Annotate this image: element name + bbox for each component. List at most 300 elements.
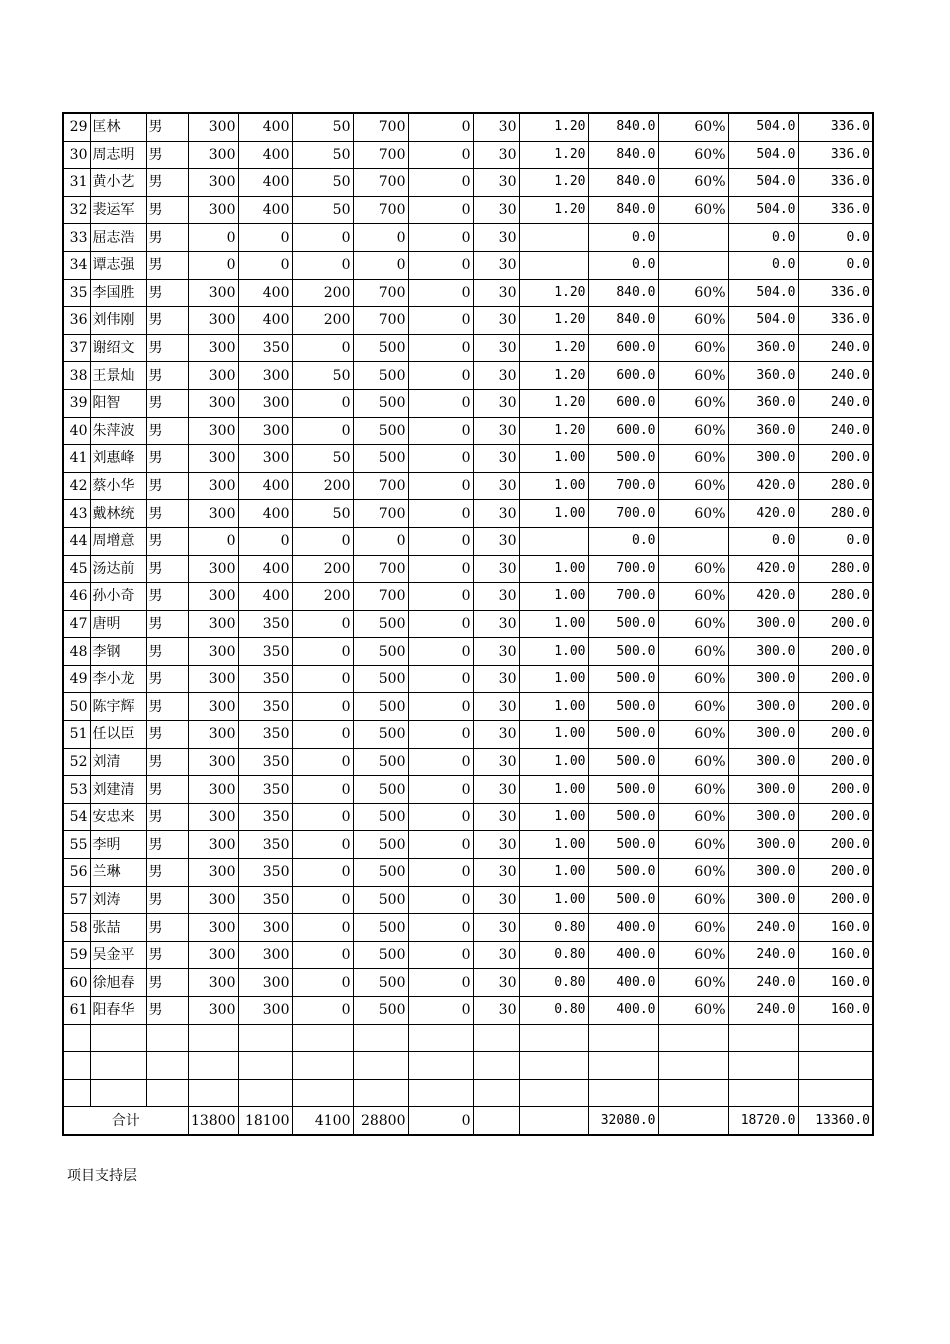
cell-share-a: 420.0: [728, 500, 798, 528]
empty-cell: [408, 1052, 473, 1080]
table-row: [63, 500, 873, 528]
cell-coefficient: [519, 251, 588, 279]
cell-col-c: 0: [292, 527, 353, 555]
cell-gender: 男: [146, 555, 188, 583]
table-row: [63, 721, 873, 749]
cell-coefficient: 1.20: [519, 279, 588, 307]
cell-gender: 男: [146, 251, 188, 279]
empty-cell: [188, 1079, 238, 1107]
empty-cell: [292, 1024, 353, 1052]
cell-col-f: 30: [473, 141, 519, 169]
cell-amount: 500.0: [588, 859, 658, 887]
cell-share-a: 504.0: [728, 169, 798, 197]
cell-amount: 0.0: [588, 527, 658, 555]
cell-amount: 400.0: [588, 941, 658, 969]
cell-col-b: 300: [238, 389, 292, 417]
cell-amount: 840.0: [588, 196, 658, 224]
cell-coefficient: 0.80: [519, 914, 588, 942]
cell-share-a: 0.0: [728, 224, 798, 252]
cell-row-number: 39: [63, 389, 90, 417]
cell-col-b: 0: [238, 527, 292, 555]
cell-col-a: 300: [188, 445, 238, 473]
table-row: [63, 224, 873, 252]
empty-cell: [588, 1052, 658, 1080]
cell-col-a: 300: [188, 638, 238, 666]
cell-col-c: 50: [292, 196, 353, 224]
cell-coefficient: 1.00: [519, 721, 588, 749]
cell-amount: 840.0: [588, 113, 658, 141]
cell-col-d: 500: [353, 362, 408, 390]
salary-table: [62, 112, 874, 1136]
table-row: [63, 748, 873, 776]
cell-amount: 500.0: [588, 721, 658, 749]
cell-col-b: 350: [238, 859, 292, 887]
cell-row-number: 53: [63, 776, 90, 804]
cell-col-d: 500: [353, 389, 408, 417]
cell-col-d: 500: [353, 997, 408, 1025]
cell-row-number: 60: [63, 969, 90, 997]
table-row: [63, 527, 873, 555]
cell-gender: 男: [146, 941, 188, 969]
empty-cell: [658, 1024, 728, 1052]
cell-coefficient: 1.20: [519, 196, 588, 224]
cell-col-a: 300: [188, 914, 238, 942]
cell-col-e: 0: [408, 279, 473, 307]
cell-col-e: 0: [408, 141, 473, 169]
empty-cell: [353, 1052, 408, 1080]
cell-amount: 600.0: [588, 389, 658, 417]
cell-col-d: 0: [353, 224, 408, 252]
cell-col-a: 300: [188, 610, 238, 638]
cell-col-e: 0: [408, 500, 473, 528]
cell-gender: 男: [146, 113, 188, 141]
empty-cell: [146, 1052, 188, 1080]
cell-share-b: 240.0: [798, 389, 873, 417]
cell-name: 周志明: [90, 141, 146, 169]
cell-col-f: 30: [473, 941, 519, 969]
cell-col-f: 30: [473, 279, 519, 307]
empty-row: [63, 1052, 873, 1080]
cell-ratio: 60%: [658, 583, 728, 611]
cell-share-a: 360.0: [728, 389, 798, 417]
empty-cell: [658, 1052, 728, 1080]
cell-gender: 男: [146, 665, 188, 693]
cell-name: 任以臣: [90, 721, 146, 749]
cell-col-f: 30: [473, 721, 519, 749]
table-row: [63, 279, 873, 307]
table-row: [63, 362, 873, 390]
cell-row-number: 51: [63, 721, 90, 749]
table-row: [63, 334, 873, 362]
cell-amount: 500.0: [588, 831, 658, 859]
cell-row-number: 45: [63, 555, 90, 583]
cell-amount: 600.0: [588, 334, 658, 362]
cell-col-f: 30: [473, 638, 519, 666]
cell-col-e: 0: [408, 941, 473, 969]
cell-col-c: 0: [292, 803, 353, 831]
cell-col-c: 0: [292, 251, 353, 279]
empty-cell: [798, 1079, 873, 1107]
empty-cell: [588, 1079, 658, 1107]
cell-col-c: 0: [292, 914, 353, 942]
total-cell: [519, 1107, 588, 1135]
cell-share-b: 160.0: [798, 969, 873, 997]
cell-gender: 男: [146, 141, 188, 169]
cell-gender: 男: [146, 886, 188, 914]
cell-col-c: 0: [292, 334, 353, 362]
cell-share-b: 240.0: [798, 417, 873, 445]
cell-ratio: 60%: [658, 803, 728, 831]
cell-col-c: 50: [292, 169, 353, 197]
cell-col-c: 50: [292, 113, 353, 141]
cell-row-number: 52: [63, 748, 90, 776]
cell-name: 李钢: [90, 638, 146, 666]
empty-row: [63, 1024, 873, 1052]
cell-share-b: 200.0: [798, 445, 873, 473]
cell-name: 李明: [90, 831, 146, 859]
cell-col-d: 500: [353, 831, 408, 859]
empty-cell: [292, 1079, 353, 1107]
cell-col-e: 0: [408, 196, 473, 224]
cell-col-a: 0: [188, 251, 238, 279]
cell-amount: 500.0: [588, 748, 658, 776]
cell-col-c: 0: [292, 721, 353, 749]
cell-row-number: 38: [63, 362, 90, 390]
cell-col-c: 0: [292, 610, 353, 638]
cell-gender: 男: [146, 334, 188, 362]
cell-row-number: 61: [63, 997, 90, 1025]
table-row: [63, 941, 873, 969]
cell-name: 李国胜: [90, 279, 146, 307]
cell-col-c: 0: [292, 693, 353, 721]
cell-col-f: 30: [473, 389, 519, 417]
cell-gender: 男: [146, 583, 188, 611]
cell-row-number: 47: [63, 610, 90, 638]
cell-share-a: 300.0: [728, 610, 798, 638]
cell-share-a: 300.0: [728, 803, 798, 831]
cell-col-a: 300: [188, 997, 238, 1025]
cell-row-number: 55: [63, 831, 90, 859]
empty-cell: [658, 1079, 728, 1107]
cell-ratio: 60%: [658, 279, 728, 307]
cell-col-d: 700: [353, 472, 408, 500]
cell-col-a: 300: [188, 417, 238, 445]
cell-row-number: 59: [63, 941, 90, 969]
cell-col-b: 350: [238, 803, 292, 831]
cell-col-e: 0: [408, 859, 473, 887]
cell-share-b: 336.0: [798, 169, 873, 197]
cell-row-number: 58: [63, 914, 90, 942]
cell-row-number: 35: [63, 279, 90, 307]
cell-coefficient: 1.00: [519, 886, 588, 914]
empty-cell: [519, 1052, 588, 1080]
cell-col-f: 30: [473, 445, 519, 473]
cell-amount: 0.0: [588, 224, 658, 252]
cell-col-e: 0: [408, 969, 473, 997]
cell-col-e: 0: [408, 638, 473, 666]
cell-col-d: 0: [353, 527, 408, 555]
total-row: [63, 1107, 873, 1135]
cell-col-a: 300: [188, 665, 238, 693]
empty-cell: [728, 1024, 798, 1052]
cell-coefficient: 1.00: [519, 638, 588, 666]
cell-col-e: 0: [408, 224, 473, 252]
cell-gender: 男: [146, 831, 188, 859]
cell-col-c: 50: [292, 362, 353, 390]
cell-coefficient: 0.80: [519, 997, 588, 1025]
cell-gender: 男: [146, 417, 188, 445]
empty-row: [63, 1079, 873, 1107]
cell-coefficient: 1.00: [519, 610, 588, 638]
cell-col-d: 500: [353, 803, 408, 831]
cell-col-c: 200: [292, 555, 353, 583]
cell-col-f: 30: [473, 859, 519, 887]
cell-gender: 男: [146, 527, 188, 555]
cell-share-b: 200.0: [798, 831, 873, 859]
cell-row-number: 43: [63, 500, 90, 528]
cell-share-b: 200.0: [798, 776, 873, 804]
cell-col-d: 0: [353, 251, 408, 279]
table-row: [63, 389, 873, 417]
cell-col-b: 400: [238, 279, 292, 307]
cell-row-number: 30: [63, 141, 90, 169]
table-row: [63, 472, 873, 500]
cell-col-b: 300: [238, 362, 292, 390]
cell-row-number: 31: [63, 169, 90, 197]
cell-gender: 男: [146, 169, 188, 197]
total-cell: [658, 1107, 728, 1135]
empty-cell: [519, 1024, 588, 1052]
cell-amount: 700.0: [588, 472, 658, 500]
cell-row-number: 34: [63, 251, 90, 279]
cell-name: 刘建清: [90, 776, 146, 804]
cell-share-a: 300.0: [728, 445, 798, 473]
empty-cell: [238, 1079, 292, 1107]
total-cell: 18100: [238, 1107, 292, 1135]
cell-coefficient: 1.20: [519, 334, 588, 362]
cell-col-e: 0: [408, 886, 473, 914]
cell-row-number: 44: [63, 527, 90, 555]
table-row: [63, 251, 873, 279]
cell-col-c: 200: [292, 307, 353, 335]
cell-col-b: 300: [238, 417, 292, 445]
cell-col-f: 30: [473, 307, 519, 335]
cell-col-d: 500: [353, 941, 408, 969]
cell-amount: 700.0: [588, 583, 658, 611]
cell-gender: 男: [146, 721, 188, 749]
cell-col-f: 30: [473, 417, 519, 445]
cell-share-a: 504.0: [728, 113, 798, 141]
cell-ratio: 60%: [658, 693, 728, 721]
cell-share-a: 420.0: [728, 583, 798, 611]
cell-col-b: 350: [238, 693, 292, 721]
cell-amount: 840.0: [588, 307, 658, 335]
cell-amount: 700.0: [588, 555, 658, 583]
empty-cell: [238, 1052, 292, 1080]
cell-col-b: 350: [238, 334, 292, 362]
empty-cell: [188, 1052, 238, 1080]
empty-cell: [146, 1079, 188, 1107]
cell-col-a: 300: [188, 279, 238, 307]
total-label: 合计: [63, 1107, 188, 1135]
cell-share-b: 160.0: [798, 914, 873, 942]
cell-share-b: 200.0: [798, 748, 873, 776]
table-row: [63, 969, 873, 997]
cell-col-c: 0: [292, 417, 353, 445]
cell-col-f: 30: [473, 997, 519, 1025]
cell-col-a: 300: [188, 721, 238, 749]
cell-col-a: 300: [188, 583, 238, 611]
cell-col-b: 400: [238, 555, 292, 583]
cell-col-e: 0: [408, 389, 473, 417]
cell-share-a: 504.0: [728, 141, 798, 169]
cell-col-e: 0: [408, 693, 473, 721]
cell-col-d: 500: [353, 638, 408, 666]
cell-coefficient: 1.20: [519, 417, 588, 445]
cell-gender: 男: [146, 914, 188, 942]
empty-cell: [473, 1052, 519, 1080]
cell-row-number: 54: [63, 803, 90, 831]
cell-name: 刘伟刚: [90, 307, 146, 335]
cell-col-c: 0: [292, 831, 353, 859]
cell-col-b: 400: [238, 307, 292, 335]
cell-share-b: 160.0: [798, 941, 873, 969]
cell-amount: 500.0: [588, 665, 658, 693]
cell-share-a: 420.0: [728, 472, 798, 500]
empty-cell: [728, 1052, 798, 1080]
cell-col-d: 500: [353, 748, 408, 776]
cell-coefficient: 1.00: [519, 500, 588, 528]
cell-col-b: 350: [238, 638, 292, 666]
cell-col-d: 700: [353, 169, 408, 197]
table-row: [63, 307, 873, 335]
cell-coefficient: 1.00: [519, 859, 588, 887]
cell-col-d: 500: [353, 665, 408, 693]
cell-col-a: 300: [188, 500, 238, 528]
cell-col-d: 500: [353, 445, 408, 473]
table-row: [63, 776, 873, 804]
table-row: [63, 693, 873, 721]
cell-share-b: 200.0: [798, 638, 873, 666]
cell-col-a: 300: [188, 169, 238, 197]
cell-gender: 男: [146, 693, 188, 721]
cell-share-b: 240.0: [798, 362, 873, 390]
empty-cell: [473, 1079, 519, 1107]
cell-share-a: 504.0: [728, 279, 798, 307]
cell-name: 吴金平: [90, 941, 146, 969]
cell-share-a: 240.0: [728, 969, 798, 997]
cell-ratio: 60%: [658, 472, 728, 500]
cell-share-b: 0.0: [798, 251, 873, 279]
empty-cell: [353, 1024, 408, 1052]
cell-share-b: 240.0: [798, 334, 873, 362]
cell-coefficient: 1.20: [519, 169, 588, 197]
cell-col-a: 300: [188, 859, 238, 887]
cell-gender: 男: [146, 224, 188, 252]
cell-name: 兰琳: [90, 859, 146, 887]
cell-ratio: 60%: [658, 638, 728, 666]
cell-col-e: 0: [408, 417, 473, 445]
cell-col-a: 300: [188, 141, 238, 169]
cell-col-a: 300: [188, 389, 238, 417]
cell-gender: 男: [146, 472, 188, 500]
cell-col-b: 300: [238, 914, 292, 942]
empty-cell: [188, 1024, 238, 1052]
cell-col-d: 700: [353, 141, 408, 169]
total-cell: 32080.0: [588, 1107, 658, 1135]
cell-share-a: 300.0: [728, 748, 798, 776]
cell-col-b: 400: [238, 196, 292, 224]
empty-cell: [146, 1024, 188, 1052]
cell-coefficient: [519, 224, 588, 252]
cell-coefficient: 1.20: [519, 389, 588, 417]
cell-share-a: 300.0: [728, 776, 798, 804]
cell-ratio: 60%: [658, 665, 728, 693]
cell-share-b: 200.0: [798, 803, 873, 831]
table-row: [63, 638, 873, 666]
cell-row-number: 50: [63, 693, 90, 721]
cell-col-e: 0: [408, 527, 473, 555]
cell-col-e: 0: [408, 610, 473, 638]
cell-col-e: 0: [408, 334, 473, 362]
cell-ratio: 60%: [658, 914, 728, 942]
table-row: [63, 583, 873, 611]
total-cell: 13800: [188, 1107, 238, 1135]
cell-col-f: 30: [473, 610, 519, 638]
cell-amount: 700.0: [588, 500, 658, 528]
cell-ratio: 60%: [658, 610, 728, 638]
cell-coefficient: [519, 527, 588, 555]
cell-col-a: 300: [188, 831, 238, 859]
cell-ratio: 60%: [658, 500, 728, 528]
cell-amount: 500.0: [588, 803, 658, 831]
cell-col-c: 50: [292, 445, 353, 473]
cell-coefficient: 1.00: [519, 555, 588, 583]
cell-name: 安忠来: [90, 803, 146, 831]
cell-gender: 男: [146, 445, 188, 473]
cell-coefficient: 1.00: [519, 776, 588, 804]
cell-coefficient: 1.00: [519, 583, 588, 611]
cell-share-a: 0.0: [728, 527, 798, 555]
cell-row-number: 46: [63, 583, 90, 611]
cell-col-f: 30: [473, 748, 519, 776]
cell-name: 刘涛: [90, 886, 146, 914]
cell-ratio: 60%: [658, 417, 728, 445]
cell-amount: 400.0: [588, 969, 658, 997]
cell-share-a: 504.0: [728, 307, 798, 335]
cell-ratio: 60%: [658, 776, 728, 804]
empty-cell: [473, 1024, 519, 1052]
total-cell: [473, 1107, 519, 1135]
cell-share-b: 0.0: [798, 224, 873, 252]
cell-col-f: 30: [473, 693, 519, 721]
cell-share-b: 200.0: [798, 665, 873, 693]
cell-name: 李小龙: [90, 665, 146, 693]
cell-amount: 0.0: [588, 251, 658, 279]
cell-col-d: 500: [353, 721, 408, 749]
cell-ratio: 60%: [658, 748, 728, 776]
cell-col-e: 0: [408, 169, 473, 197]
cell-amount: 840.0: [588, 169, 658, 197]
cell-share-a: 360.0: [728, 417, 798, 445]
cell-coefficient: 0.80: [519, 941, 588, 969]
cell-name: 阳智: [90, 389, 146, 417]
table-row: [63, 169, 873, 197]
cell-col-d: 500: [353, 334, 408, 362]
cell-ratio: 60%: [658, 859, 728, 887]
empty-cell: [63, 1024, 90, 1052]
cell-coefficient: 1.00: [519, 665, 588, 693]
